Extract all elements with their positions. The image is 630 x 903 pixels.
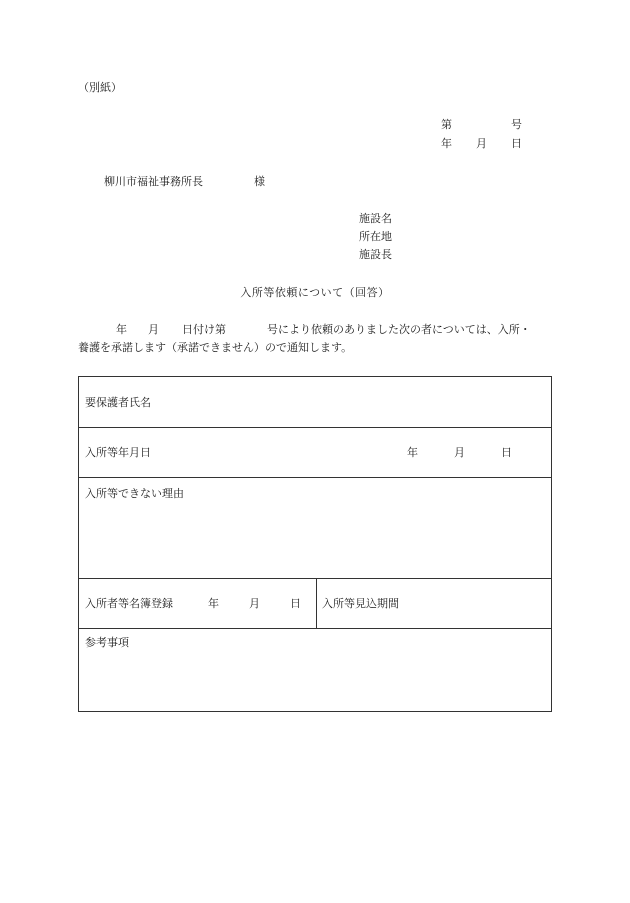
- header-year: 年: [441, 137, 452, 150]
- number-prefix: 第: [441, 118, 452, 131]
- registry-label: 入所者等名簿登録: [85, 597, 173, 610]
- registry-year: 年: [208, 597, 219, 610]
- admission-day: 日: [501, 446, 512, 459]
- admission-date-label: 入所等年月日: [85, 446, 151, 459]
- registry-month: 月: [249, 597, 260, 610]
- admission-date-row: [79, 428, 551, 478]
- admission-month: 月: [454, 446, 465, 459]
- reason-row: [79, 478, 551, 579]
- notes-row: [79, 629, 551, 711]
- attachment-label: （別紙）: [78, 81, 122, 94]
- guardian-name-label: 要保護者氏名: [85, 396, 151, 409]
- number-suffix: 号: [511, 118, 522, 131]
- reason-label: 入所等できない理由: [85, 487, 184, 500]
- admission-year: 年: [407, 446, 418, 459]
- facility-name-label: 施設名: [359, 212, 392, 225]
- body-date-suffix: 日付け第: [182, 323, 226, 336]
- header-day: 日: [511, 137, 522, 150]
- director-label: 施設長: [359, 248, 392, 261]
- body-text-line1: 号により依頼のありました次の者については、入所・: [267, 323, 531, 336]
- body-year: 年: [116, 323, 127, 336]
- addressee-name: 柳川市福祉事務所長: [104, 175, 203, 188]
- guardian-name-row: [79, 377, 551, 428]
- addressee-honorific: 様: [254, 175, 265, 188]
- response-form-table: [78, 376, 552, 712]
- registry-divider: [316, 579, 317, 628]
- registry-row: [79, 579, 551, 629]
- body-month: 月: [148, 323, 159, 336]
- header-month: 月: [476, 137, 487, 150]
- registry-day: 日: [290, 597, 301, 610]
- notes-label: 参考事項: [85, 636, 129, 649]
- body-text-line2: 養護を承諾します（承諾できません）ので通知します。: [78, 341, 353, 354]
- expected-period-label: 入所等見込期間: [322, 597, 399, 610]
- document-title: 入所等依頼について（回答）: [240, 286, 390, 299]
- location-label: 所在地: [359, 230, 392, 243]
